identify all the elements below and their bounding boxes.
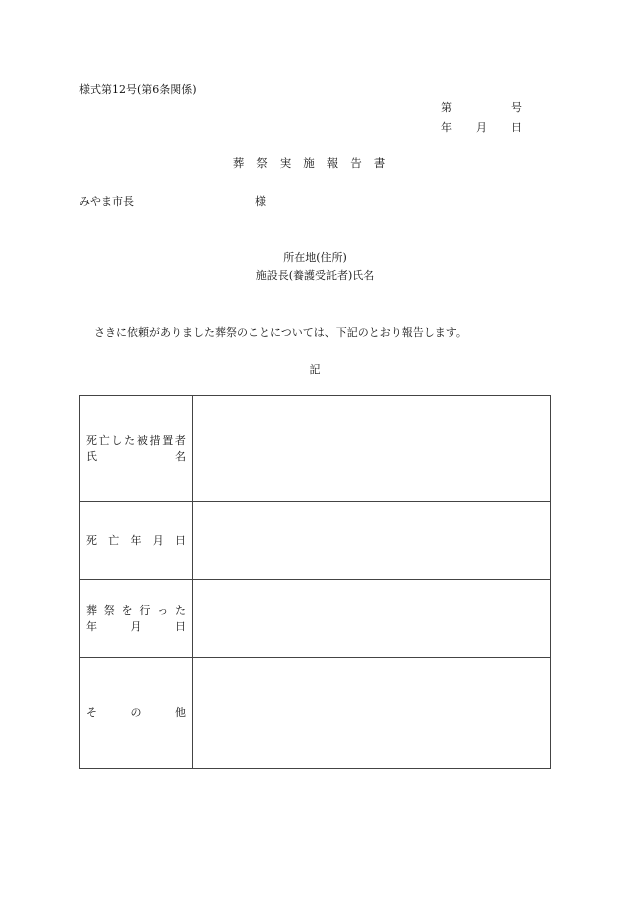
other-field[interactable]	[193, 658, 551, 769]
funeral-date-label	[80, 580, 193, 658]
label-line	[86, 433, 186, 449]
date-day: 日	[511, 121, 522, 134]
label-char: っ	[157, 603, 169, 617]
table-row	[80, 658, 551, 769]
label-char: の	[130, 706, 142, 719]
label-char: た	[124, 433, 136, 447]
label-char: 死	[86, 533, 97, 547]
funeral-date-field[interactable]	[193, 580, 551, 658]
label-char: 年	[86, 619, 97, 633]
ki-heading: 記	[309, 363, 321, 376]
date-month: 月	[476, 121, 487, 134]
label-line	[86, 533, 186, 549]
label-line	[86, 705, 186, 721]
death-date-field[interactable]	[193, 502, 551, 580]
form-number: 様式第12号(第6条関係)	[79, 83, 197, 96]
document-title: 葬祭実施報告書	[232, 156, 398, 170]
date-line	[441, 119, 522, 135]
label-line	[86, 619, 186, 635]
label-char: 日	[175, 533, 186, 547]
table-row	[80, 502, 551, 580]
label-char: 被	[136, 433, 148, 447]
label-char: 他	[175, 706, 186, 719]
label-char: 名	[175, 449, 186, 463]
body-text: さきに依頼がありました葬祭のことについては、下記のとおり報告します。	[94, 326, 467, 339]
label-char: 措	[149, 433, 161, 447]
label-char: 月	[130, 619, 142, 633]
label-line	[86, 449, 186, 465]
doc-number-prefix: 第	[441, 101, 452, 114]
label-char: 葬	[86, 603, 97, 617]
label-char: 年	[130, 533, 142, 547]
label-char: 亡	[98, 433, 110, 447]
label-char: 日	[175, 619, 186, 633]
death-date-label	[80, 502, 193, 580]
label-char: 置	[162, 433, 174, 447]
sender-address-label: 所在地(住所)	[283, 251, 347, 264]
label-char: 月	[152, 533, 164, 547]
table-row	[80, 396, 551, 502]
sender-name-label: 施設長(養護受託者)氏名	[255, 269, 375, 282]
details-table	[79, 395, 551, 769]
deceased-name-label	[80, 396, 193, 502]
label-char: 死	[86, 433, 97, 447]
document-number-line	[441, 99, 522, 115]
label-char: し	[111, 433, 123, 447]
table-row	[80, 580, 551, 658]
label-char: 祭	[103, 603, 115, 617]
label-char: を	[121, 603, 133, 617]
other-label	[80, 658, 193, 769]
addressee: みやま市長	[79, 195, 134, 208]
doc-number-suffix: 号	[511, 101, 522, 114]
label-line	[86, 603, 186, 619]
label-char: た	[174, 603, 186, 617]
date-year: 年	[441, 121, 452, 134]
label-char: そ	[86, 706, 97, 719]
label-char: 者	[174, 433, 186, 447]
deceased-name-field[interactable]	[193, 396, 551, 502]
label-char: 行	[139, 603, 151, 617]
label-char: 氏	[86, 449, 97, 463]
label-char: 亡	[108, 533, 120, 547]
honorific: 様	[255, 195, 266, 208]
